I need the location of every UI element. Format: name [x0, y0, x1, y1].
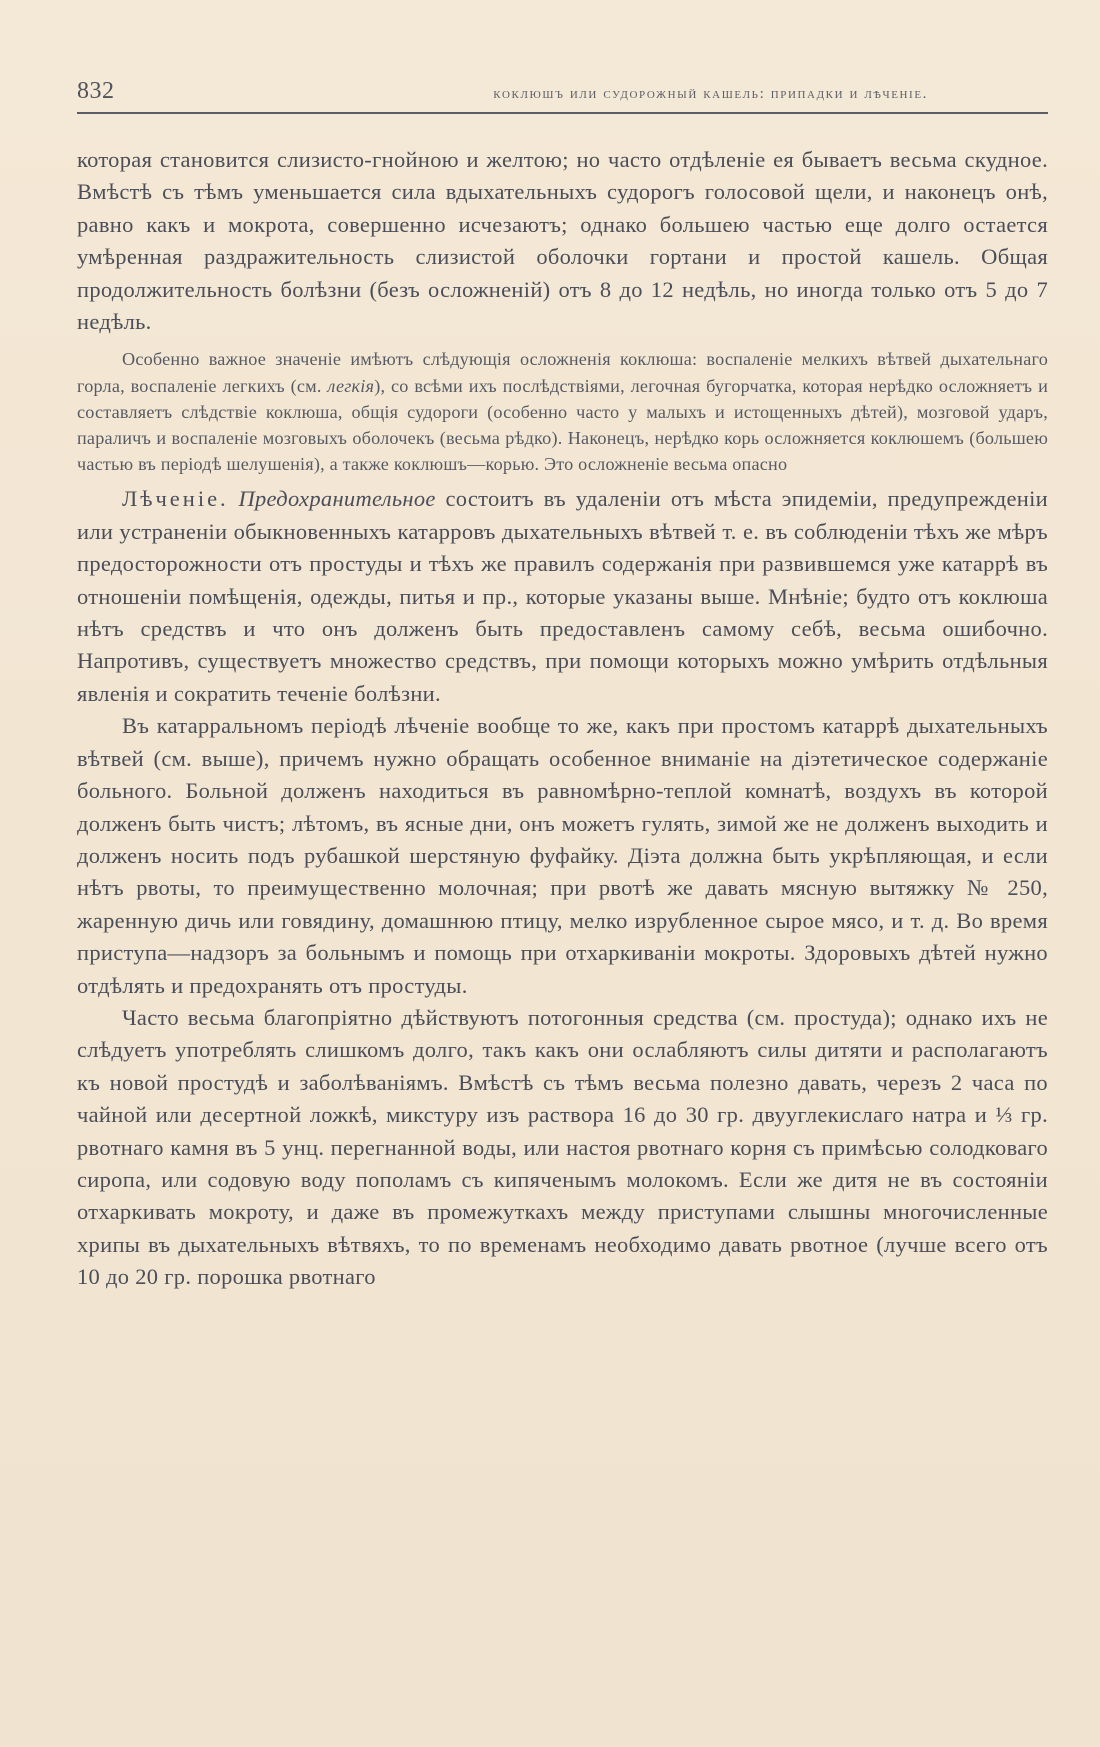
page-header — [77, 78, 1048, 114]
paragraph-complications — [77, 346, 1048, 477]
complications-italic-ref: легкія — [327, 375, 375, 396]
complications-text-a: Особенно важное значеніе имѣютъ слѣдующія осложненія коклюша: воспаленіе мелкихъ вѣтвей дыхательнаго горла, воспаленіе легкихъ (см. — [77, 349, 1048, 396]
treatment-preventive-term: Предохранительное — [238, 486, 436, 512]
paragraph-catarrhal-period: Въ катарральномъ періодѣ лѣченіе вообще то же, какъ при простомъ катаррѣ дыхательныхъ вѣтвей (см. выше), причемъ нужно обращать особенное вниманіе на діэтетическое содержаніе больного. Больной долженъ находиться въ равномѣрно-теплой комнатѣ, воздухъ въ которой долженъ быть чистъ; лѣтомъ, въ ясные дни, онъ можетъ гулять, зимой же не долженъ выходить и долженъ носить подъ рубашкой шерстяную фуфайку. Діэта должна быть укрѣпляющая, и если нѣтъ рвоты, то преимущественно молочная; при рвотѣ же давать мясную вытяжку № 250, жаренную дичь или говядину, домашнюю птицу, мелко изрубленное сырое мясо, и т. д. Во время приступа—надзоръ за больнымъ и помощь при отхаркиваніи мокроты. Здоровыхъ дѣтей нужно отдѣлять и предохранять отъ простуды. — [77, 713, 1048, 998]
treatment-heading: Лѣченіе. — [122, 486, 229, 512]
treatment-prevention-text: состоитъ въ удаленіи отъ мѣста эпидеміи, предупрежденіи или устраненіи обыкновенныхъ катарровъ дыхательныхъ вѣтвей т. е. въ соблюденіи тѣхъ же мѣръ предосторожности отъ простуды и тѣхъ же правилъ содержанія при развившемся уже катаррѣ въ отношеніи помѣщенія, одежды, питья и пр., которые указаны выше. Мнѣніе; будто отъ коклюша нѣтъ средствъ и что онъ долженъ быть предоставленъ самому себѣ, весьма ошибочно. Напротивъ, существуетъ множество средствъ, при помощи которыхъ можно умѣрить отдѣльныя явленія и сократить теченіе болѣзни. — [77, 486, 1048, 706]
paragraph-treatment-prevention — [77, 483, 1048, 710]
running-title: коклюшъ или судорожный кашель: припадки и лѣченіе. — [493, 86, 928, 102]
page-number: 832 — [77, 78, 115, 104]
paragraph-course-of-disease: которая становится слизисто-гнойною и желтою; но часто отдѣленіе ея бываетъ весьма скудное. Вмѣстѣ съ тѣмъ уменьшается сила вдыхательныхъ судорогъ голосовой щели, и наконецъ онѣ, равно какъ и мокрота, совершенно исчезаютъ; однако большею частью еще долго остается умѣренная раздражительность слизистой оболочки гортани и простой кашель. Общая продолжительность болѣзни (безъ осложненій) отъ 8 до 12 недѣль, но иногда только отъ 5 до 7 недѣль. — [77, 147, 1048, 335]
complications-text-b: ), со всѣми ихъ послѣдствіями, легочная бугорчатка, которая нерѣдко осложняетъ и составляетъ слѣдствіе коклюша, общія судороги (особенно часто у малыхъ и истощенныхъ дѣтей), мозговой ударъ, параличъ и воспаленіе мозговыхъ оболочекъ (весьма рѣдко). Наконецъ, нерѣдко корь осложняется коклюшемъ (большею частью въ періодѣ шелушенія), а также коклюшъ—корью. Это осложненіе весьма опасно — [77, 375, 1049, 475]
paragraph-sudorifics: Часто весьма благопріятно дѣйствуютъ потогонныя средства (см. простуда); однако ихъ не слѣдуетъ употреблять слишкомъ долго, такъ какъ они ослабляютъ силы дитяти и располагаютъ къ новой простудѣ и заболѣваніямъ. Вмѣстѣ съ тѣмъ весьма полезно давать, черезъ 2 часа по чайной или десертной ложкѣ, микстуру изъ раствора 16 до 30 гр. двууглекислаго натра и ⅓ гр. рвотнаго камня въ 5 унц. перегнанной воды, или настоя рвотнаго корня съ примѣсью солодковаго сиропа, или содовую воду пополамъ съ кипяченымъ молокомъ. Если же дитя не въ состояніи отхаркивать мокроту, и даже въ промежуткахъ между приступами слышны многочисленные хрипы въ дыхательныхъ вѣтвяхъ, то по временамъ необходимо давать рвотное (лучше всего отъ 10 до 20 гр. порошка рвотнаго — [77, 1004, 1048, 1290]
